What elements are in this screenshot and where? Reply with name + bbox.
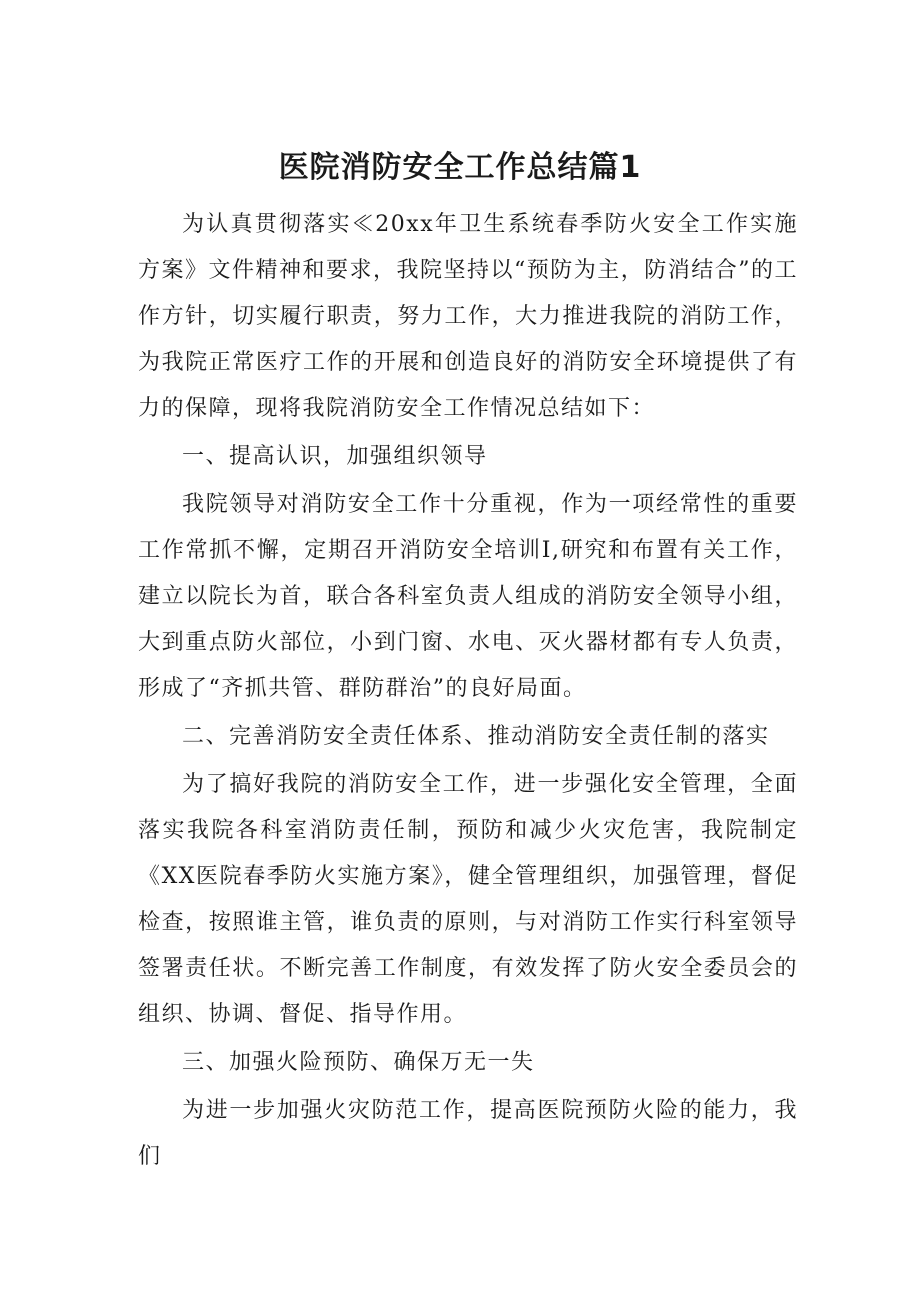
section-paragraph-2: 为了搞好我院的消防安全工作，进一步强化安全管理，全面落实我院各科室消防责任制，预防和减少火灾危害，我院制定《XX医院春季防火实施方案》，健全管理组织，加强管理，督促检查，按照谁主管，谁负责的原则，与对消防工作实行科室领导签署责任状。不断完善工作制度，有效发挥了防火安全委员会的组织、协调、督促、指导作用。 <box>138 772 798 1027</box>
section-paragraph-1: 我院领导对消防安全工作十分重视，作为一项经常性的重要工作常抓不懈，定期召开消防安全培训I,研究和布置有关工作，建立以院长为首，联合各科室负责人组成的消防安全领导小组，大到重点防火部位，小到门窗、水电、灭火器材都有专人负责，形成了“齐抓共管、群防群治”的良好局面。 <box>138 492 798 701</box>
section-heading-3: 三、加强火险预防、确保万无一失 <box>182 1050 535 1075</box>
section-paragraph-3: 为进一步加强火灾防范工作，提高医院预防火险的能力，我们 <box>138 1098 798 1169</box>
document-title: 医院消防安全工作总结篇1 <box>278 150 642 185</box>
section-heading-2: 二、完善消防安全责任体系、推动消防安全责任制的落实 <box>182 724 770 749</box>
section-heading-1: 一、提高认识，加强组织领导 <box>182 444 488 469</box>
document-body <box>138 202 798 1182</box>
intro-paragraph: 为认真贯彻落实≪20xx年卫生系统春季防火安全工作实施方案》文件精神和要求，我院坚持以“预防为主，防消结合”的工作方针，切实履行职责，努力工作，大力推进我院的消防工作，为我院正常医疗工作的开展和创造良好的消防安全环境提供了有力的保障，现将我院消防安全工作情况总结如下： <box>138 212 798 421</box>
